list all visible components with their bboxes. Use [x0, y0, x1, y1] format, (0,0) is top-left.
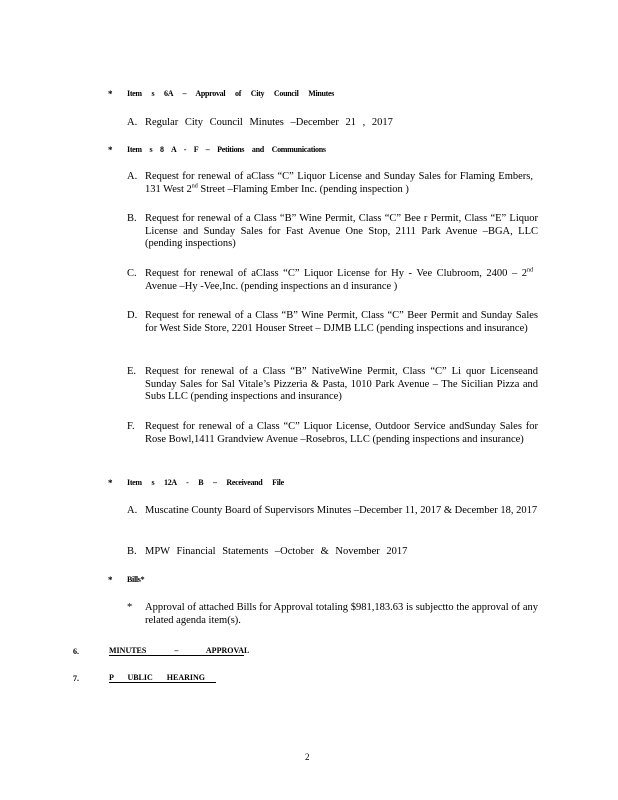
item-8a-f-letter: F.	[127, 421, 135, 432]
item-8a-c-text	[145, 268, 533, 293]
bullet-8a: *	[108, 145, 113, 155]
item-8a-d-letter: D.	[127, 310, 138, 321]
bullet-6a: *	[108, 89, 113, 99]
heading-items-12a: Item s 12A - B – Receiveand File	[127, 478, 284, 487]
heading-items-6a: Item s 6A – Approval of City Council Minutes	[127, 89, 335, 98]
heading-items-8a: Item s 8 A - F – Petitions and Communications	[127, 145, 326, 154]
item-8a-c-text-post: Avenue –Hy -Vee,Inc. (pending inspections an d insurance )	[145, 280, 398, 292]
bills-entry-bullet: *	[127, 602, 133, 613]
item-8a-b-text: Request for renewal of a Class “B” Wine Permit, Class “C” Bee r Permit, Class “E” Liquor License and Sunday Sales for Fast Avenue One Stop, 2111 Park Avenue –BGA, LLC (pending inspections)	[145, 213, 538, 249]
item-8a-c-sup: nd	[527, 267, 533, 274]
section-6-number: 6.	[73, 647, 79, 656]
item-6a-a-letter: A.	[127, 117, 138, 128]
bullet-bills: *	[108, 575, 113, 585]
item-8a-f-text: Request for renewal of a Class “C” Liquor License, Outdoor Service andSunday Sales for Rose Bowl,1411 Grandview Avenue –Rosebros, LLC (pending inspections and insurance)	[145, 421, 538, 445]
item-8a-b-letter: B.	[127, 213, 137, 224]
item-8a-a-text-pre: Request for renewal of aClass “C” Liquor License and Sunday Sales for Flaming Embers, 131 West 2	[145, 171, 533, 195]
item-8a-e-text: Request for renewal of a Class “B” NativeWine Permit, Class “C” Li quor Licenseand Sunday Sales for Sal Vitale’s Pizzeria & Pasta, 1010 Park Avenue – The Sicilian Pizza and Subs LLC (pending inspections and insurance)	[145, 366, 538, 402]
page-number: 2	[305, 752, 310, 762]
section-7-title: P UBLIC HEARING	[109, 673, 216, 683]
item-8a-c-letter: C.	[127, 268, 137, 279]
item-8a-e-letter: E.	[127, 366, 137, 377]
item-12a-a-letter: A.	[127, 505, 138, 516]
item-6a-a-text: Regular City Council Minutes –December 21 , 2017	[145, 117, 393, 128]
item-8a-c-text-pre: Request for renewal of aClass “C” Liquor License for Hy - Vee Clubroom, 2400 – 2	[145, 268, 527, 279]
section-6-title: MINUTES – APPROVAL	[109, 646, 250, 655]
item-8a-a-text	[145, 171, 533, 196]
heading-bills: Bills*	[127, 575, 145, 584]
bills-entry-text: Approval of attached Bills for Approval totaling $981,183.63 is subjectto the approval of any related agenda item(s).	[145, 602, 538, 626]
item-12a-b-letter: B.	[127, 546, 137, 557]
item-12a-b-text: MPW Financial Statements –October & November 2017	[145, 546, 408, 557]
item-8a-a-text-post: Street –Flaming Ember Inc. (pending inspection )	[197, 183, 409, 195]
item-8a-a-letter: A.	[127, 171, 138, 182]
item-8a-d-text: Request for renewal of a Class “B” Wine Permit, Class “C” Beer Permit and Sunday Sales for West Side Store, 2201 Houser Street – DJMB LLC (pending inspections and insurance)	[145, 310, 538, 334]
item-12a-a-text: Muscatine County Board of Supervisors Minutes –December 11, 2017 & December 18, 2017	[145, 505, 538, 516]
section-7-number: 7.	[73, 674, 79, 683]
bullet-12a: *	[108, 478, 113, 488]
item-8a-a-sup: nd	[191, 183, 198, 189]
